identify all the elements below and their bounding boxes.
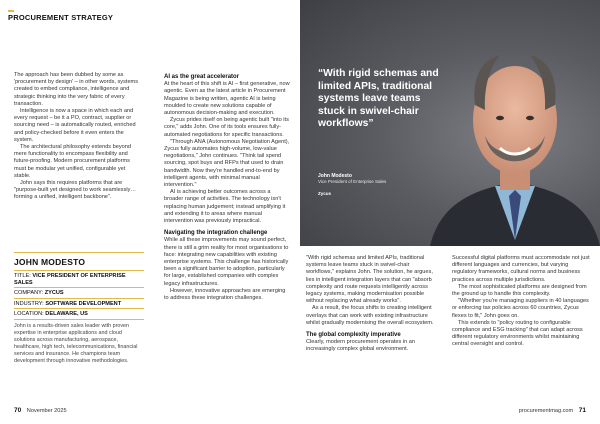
paragraph: The approach has been dubbed by some as 'procurement by design' – in other words, systems created to embed compliance, intelligence and strategic thinking into the very fabric of every transaction. [14, 72, 139, 107]
quote-attribution-company: Zycus [318, 191, 332, 196]
profile-description: John is a results-driven sales leader with proven expertise in enterprise applications and cloud solutions across manufacturing, aerospace, healthcare, high tech, telecommunications, financial services and insurance. He champions team development through innovative methodologies. [14, 319, 144, 365]
website-link[interactable]: procurementmag.com [518, 408, 574, 414]
footer-right [519, 407, 586, 414]
subheading-global: The global complexity imperative [306, 332, 401, 339]
profile-location-row [14, 308, 144, 319]
paragraph: However, innovative approaches are emerging to address these integration challenges. [164, 287, 286, 302]
accent-bar [8, 10, 14, 12]
profile-title-label: TITLE: [14, 273, 31, 279]
paragraph: "Through ANA (Autonomous Negotiation Agent), Zycus fully automates high-volume, low-value negotiations," John continues. "Think tail spend sourcing, spot buys and RFPs that used to drain bandwidth. Now they're handled end-to-end by intelligent agents, with minimal manual intervention." [164, 138, 290, 189]
page-number-right: 71 [578, 407, 586, 414]
profile-box [14, 252, 144, 365]
profile-name: JOHN MODESTO [14, 257, 86, 267]
paragraph: This extends to "policy routing to configurable compliance and ESG tracking" that can adapt across different regulatory environments whilst maintaining central oversight and control. [452, 319, 583, 348]
profile-industry-value: SOFTWARE DEVELOPMENT [45, 300, 122, 307]
paragraph: Successful digital platforms must accommodate not just different languages and currencies, but varying regulatory frameworks, cultural norms and business practices across multiple jurisdictions. [452, 255, 590, 283]
quote-attribution-role: Vice President of Enterprise Sales [318, 179, 387, 184]
paragraph: The most sophisticated platforms are designed from the ground up to handle this complexity. [452, 283, 587, 298]
pull-quote: “With rigid schemas and limited APIs, traditional systems leave teams stuck in swivel-chair workflows” [318, 68, 439, 130]
profile-title-row [14, 270, 144, 287]
paragraph: John says this requires platforms that are "purpose-built yet designed to work seamlessly… forming a unified, intelligent backbone". [14, 180, 136, 201]
section-label [8, 13, 113, 22]
footer-left [14, 407, 67, 414]
section-title: PROCUREMENT STRATEGY [8, 13, 114, 22]
subheading-ai: AI as the great accelerator [164, 74, 240, 80]
subheading-integration: Navigating the integration challenge [164, 230, 268, 237]
paragraph: Zycus prides itself on being agentic built "into its core," adds John. One of its tools ensures fully-automated negotiations for specific transactions. [164, 117, 289, 138]
profile-industry-label: INDUSTRY: [14, 300, 44, 307]
paragraph: At the heart of this shift is AI – first generative, now agentic. Even as the latest article in Procurement Magazine is being written, agentic AI is being moulded to create new solutions capable of autonomous decision-making and execution. [164, 81, 290, 117]
paragraph: While all these improvements may sound perfect, there is still a grim reality for most organisations to face: integrating new capabilities with existing enterprise systems. This challenge has historically been a significant barrier to adoption, particularly for large, established companies with complex legacy infrastructures. [164, 237, 289, 287]
article-column-4 [452, 255, 590, 349]
profile-company-label: COMPANY: [14, 290, 44, 297]
quote-attribution-name: John Modesto [318, 173, 352, 179]
article-column-3 [306, 255, 436, 354]
paragraph: "With rigid schemas and limited APIs, traditional systems leave teams stuck in swivel-chair workflows," explains John. The solution, he argues, lies in intelligent integration layers that can "absorb complexity and route requests intelligently across legacy systems, making modernisation possible without replacing what already works". [306, 255, 433, 305]
paragraph: Clearly, modern procurement operates in an increasingly complex global environment. [306, 339, 416, 353]
paragraph: Intelligence is now a space in which each and every request – be it a PO, contract, supplier or sourcing need – is automatically routed, enriched and policy-checked before it even enters the system. [14, 108, 136, 143]
paragraph: AI is achieving better outcomes across a broader range of activities. The technology isn't replacing human judgement; instead amplifying it and extending it to areas where manual intervention was previously impractical. [164, 189, 286, 225]
paragraph: As a result, the focus shifts to creating intelligent overlays that can work with existing infrastructure whilst gradually modernising the overall ecosystem. [306, 305, 434, 326]
paragraph: The architectural philosophy extends beyond mere functionality to encompass flexibility and future-proofing. Modern procurement platforms must be modular yet unified, configurable yet stable. [14, 144, 132, 179]
article-column-1 [14, 72, 138, 202]
article-column-2 [164, 72, 290, 302]
issue-date: November 2025 [26, 408, 67, 414]
profile-location-label: LOCATION: [14, 311, 44, 318]
profile-location-value: DELAWARE, US [45, 311, 88, 318]
profile-title-value: VICE PRESIDENT OF ENTERPRISE SALES [14, 273, 126, 286]
page-number-left: 70 [14, 407, 22, 414]
profile-company-value: ZYCUS [44, 290, 64, 297]
paragraph: "Whether you're managing suppliers in 40 languages or enforcing tax policies across 60 countries, Zycus flexes to fit," John goes on. [452, 298, 589, 319]
profile-industry-row [14, 298, 144, 309]
profile-company-row [14, 287, 144, 298]
